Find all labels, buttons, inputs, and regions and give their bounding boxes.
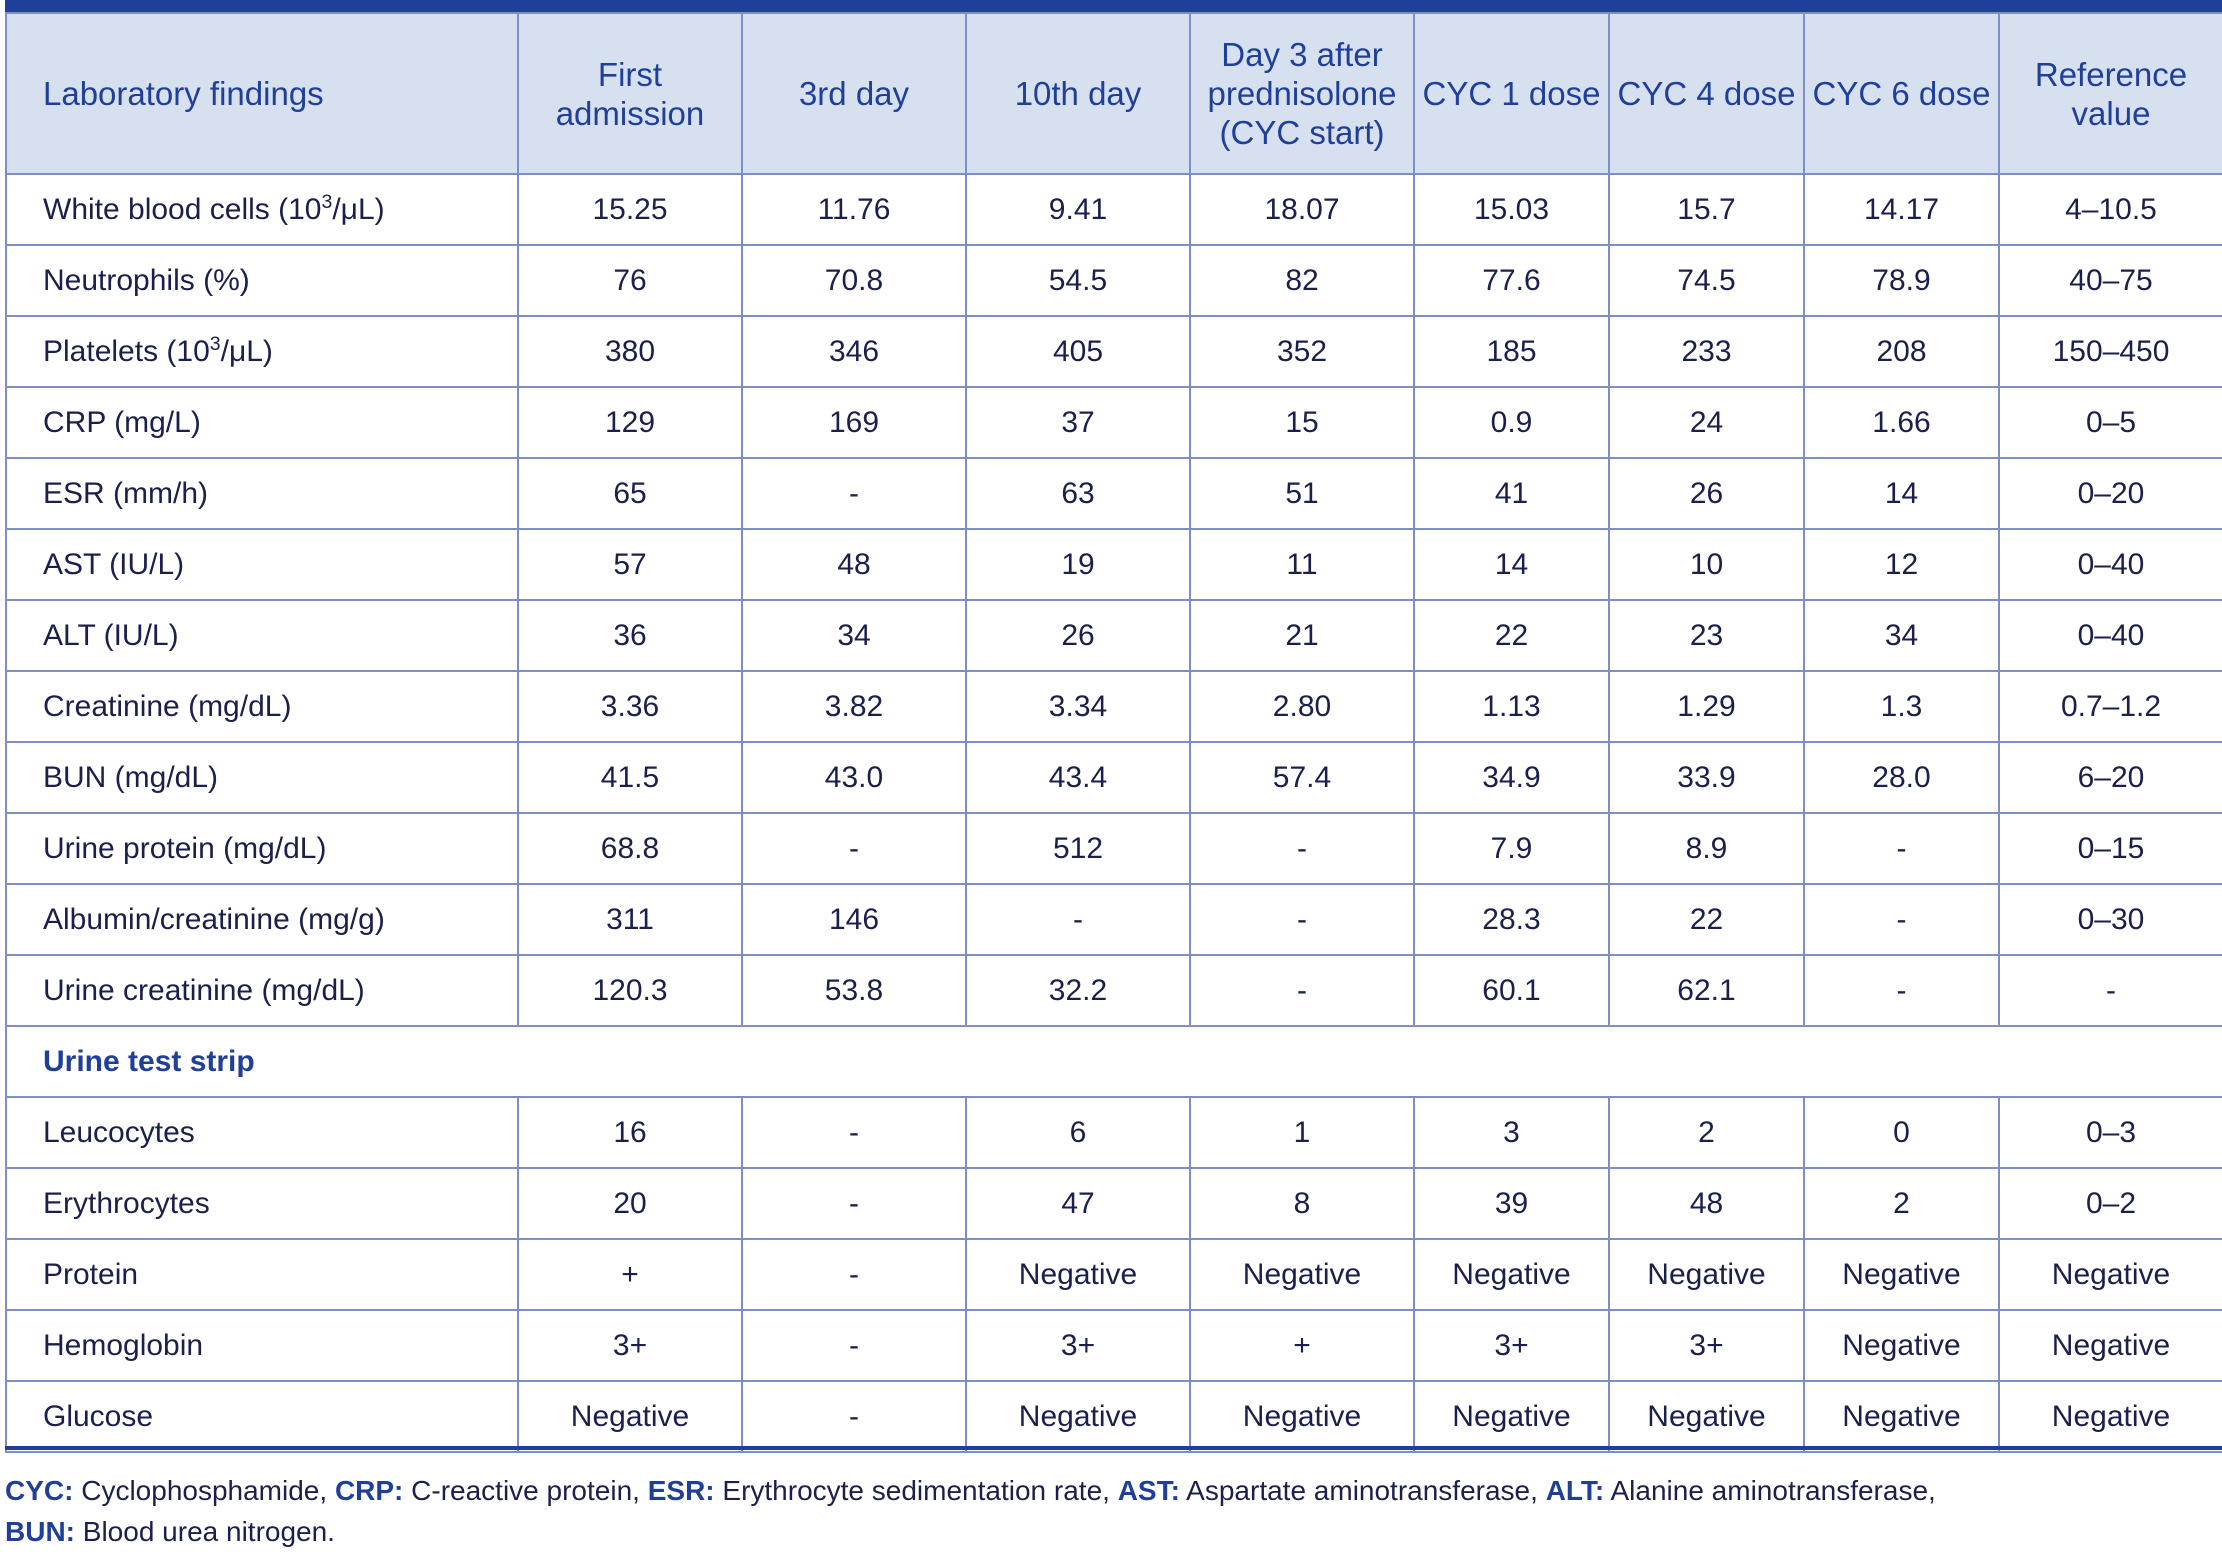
table-cell: Negative	[1609, 1381, 1804, 1452]
table-cell: 51	[1190, 458, 1414, 529]
footnote-abbreviation: ESR:	[647, 1475, 715, 1506]
row-label-text: White blood cells (10	[43, 192, 322, 226]
row-label-text: Platelets (10	[43, 334, 210, 368]
table-cell: 76	[518, 245, 742, 316]
table-cell: 39	[1414, 1168, 1609, 1239]
header-first-admission: First admission	[518, 13, 742, 174]
table-cell: 346	[742, 316, 966, 387]
table-cell: 26	[1609, 458, 1804, 529]
table-cell: Negative	[1190, 1381, 1414, 1452]
row-label	[6, 1097, 518, 1168]
row-label	[6, 884, 518, 955]
row-label	[6, 1168, 518, 1239]
table-cell: 2.80	[1190, 671, 1414, 742]
table-cell: -	[966, 884, 1190, 955]
table-cell: -	[742, 458, 966, 529]
table-cell: 512	[966, 813, 1190, 884]
table-cell: 146	[742, 884, 966, 955]
row-label-unit: /μL)	[332, 192, 385, 226]
table-cell: 16	[518, 1097, 742, 1168]
table-cell: 33.9	[1609, 742, 1804, 813]
table-cell: 22	[1609, 884, 1804, 955]
table-cell: 0–40	[1999, 600, 2222, 671]
table-cell: 77.6	[1414, 245, 1609, 316]
table-cell: 150–450	[1999, 316, 2222, 387]
table-cell: 1.13	[1414, 671, 1609, 742]
header-3rd-day: 3rd day	[742, 13, 966, 174]
table-cell: 1.29	[1609, 671, 1804, 742]
table-cell: 185	[1414, 316, 1609, 387]
row-label-superscript: 3	[321, 190, 333, 213]
table-cell: 3+	[966, 1310, 1190, 1381]
table-cell: 62.1	[1609, 955, 1804, 1026]
row-label	[6, 742, 518, 813]
table-cell: 0–20	[1999, 458, 2222, 529]
table-cell: +	[518, 1239, 742, 1310]
table-cell: 20	[518, 1168, 742, 1239]
row-label-text: Urine protein (mg/dL)	[43, 831, 327, 865]
table-cell: 2	[1804, 1168, 1999, 1239]
table-cell: Negative	[1999, 1239, 2222, 1310]
row-label-text: Glucose	[43, 1399, 154, 1433]
table-cell: 22	[1414, 600, 1609, 671]
row-label-unit: /μL)	[220, 334, 273, 368]
table-cell: 28.0	[1804, 742, 1999, 813]
table-cell: 3	[1414, 1097, 1609, 1168]
footnote-abbreviation: CYC:	[5, 1475, 74, 1506]
table-cell: Negative	[1190, 1239, 1414, 1310]
table-cell: 3.36	[518, 671, 742, 742]
table-cell: 53.8	[742, 955, 966, 1026]
table-cell: -	[742, 1381, 966, 1452]
table-cell: 48	[1609, 1168, 1804, 1239]
row-label	[6, 458, 518, 529]
table-row	[6, 1239, 2222, 1310]
table-cell: Negative	[1804, 1310, 1999, 1381]
footnote-abbreviation: BUN:	[5, 1516, 75, 1547]
table-cell: -	[1999, 955, 2222, 1026]
table-cell: 8	[1190, 1168, 1414, 1239]
table-cell: 14	[1414, 529, 1609, 600]
table-row	[6, 884, 2222, 955]
table-cell: 36	[518, 600, 742, 671]
table-cell: 32.2	[966, 955, 1190, 1026]
table-cell: 4–10.5	[1999, 174, 2222, 245]
table-cell: -	[1190, 884, 1414, 955]
row-label	[6, 1239, 518, 1310]
row-label-text: Urine creatinine (mg/dL)	[43, 973, 365, 1007]
row-label	[6, 813, 518, 884]
table-cell: 28.3	[1414, 884, 1609, 955]
footnote-abbreviation: AST:	[1117, 1475, 1180, 1506]
table-cell: 65	[518, 458, 742, 529]
row-label-text: AST (IU/L)	[43, 547, 185, 581]
table-cell: Negative	[1414, 1239, 1609, 1310]
header-cyc-1-dose: CYC 1 dose	[1414, 13, 1609, 174]
table-row	[6, 529, 2222, 600]
table-cell: Negative	[518, 1381, 742, 1452]
table-cell: Negative	[966, 1239, 1190, 1310]
table-cell: 6–20	[1999, 742, 2222, 813]
table-cell: 1.3	[1804, 671, 1999, 742]
table-cell: 129	[518, 387, 742, 458]
table-cell: 6	[966, 1097, 1190, 1168]
header-10th-day: 10th day	[966, 13, 1190, 174]
table-cell: 11	[1190, 529, 1414, 600]
table-cell: -	[742, 813, 966, 884]
laboratory-findings-table	[5, 12, 2222, 1453]
row-label	[6, 174, 518, 245]
table-row	[6, 671, 2222, 742]
row-label-text: Creatinine (mg/dL)	[43, 689, 292, 723]
table-cell: 60.1	[1414, 955, 1609, 1026]
table-cell: 15	[1190, 387, 1414, 458]
row-label-text: Protein	[43, 1257, 139, 1291]
table-cell: 48	[742, 529, 966, 600]
table-row	[6, 742, 2222, 813]
row-label	[6, 316, 518, 387]
header-row	[6, 13, 2222, 174]
header-reference-value: Reference value	[1999, 13, 2222, 174]
header-day3-prednisolone: Day 3 after prednisolone (CYC start)	[1190, 13, 1414, 174]
table-cell: 21	[1190, 600, 1414, 671]
table-cell: 0–3	[1999, 1097, 2222, 1168]
table-cell: 34	[742, 600, 966, 671]
table-cell: 352	[1190, 316, 1414, 387]
row-label	[6, 387, 518, 458]
table-row	[6, 174, 2222, 245]
table-cell: 68.8	[518, 813, 742, 884]
table-cell: Negative	[1999, 1381, 2222, 1452]
table-cell: Negative	[1609, 1239, 1804, 1310]
footnote-definition: Cyclophosphamide,	[73, 1475, 335, 1506]
table-row	[6, 813, 2222, 884]
row-label-text: ESR (mm/h)	[43, 476, 208, 510]
row-label	[6, 245, 518, 316]
footnote-abbreviation: CRP:	[334, 1475, 404, 1506]
table-cell: 41.5	[518, 742, 742, 813]
table-cell: 3+	[1609, 1310, 1804, 1381]
table-cell: 14	[1804, 458, 1999, 529]
table-cell: 43.0	[742, 742, 966, 813]
table-cell: 41	[1414, 458, 1609, 529]
table-cell: 3+	[1414, 1310, 1609, 1381]
row-label-text: Neutrophils (%)	[43, 263, 250, 297]
table-cell: -	[1190, 813, 1414, 884]
header-cyc-6-dose: CYC 6 dose	[1804, 13, 1999, 174]
row-label	[6, 1310, 518, 1381]
table-cell: 18.07	[1190, 174, 1414, 245]
table-cell: -	[1804, 955, 1999, 1026]
table-cell: 11.76	[742, 174, 966, 245]
table-row	[6, 1097, 2222, 1168]
table-cell: -	[1190, 955, 1414, 1026]
table-cell: 0–40	[1999, 529, 2222, 600]
table-cell: 54.5	[966, 245, 1190, 316]
table-row	[6, 600, 2222, 671]
table-cell: 37	[966, 387, 1190, 458]
table-cell: 380	[518, 316, 742, 387]
table-cell: 47	[966, 1168, 1190, 1239]
table-cell: 74.5	[1609, 245, 1804, 316]
table-row	[6, 955, 2222, 1026]
row-label	[6, 955, 518, 1026]
table-cell: 3+	[518, 1310, 742, 1381]
section-title: Urine test strip	[6, 1026, 2222, 1097]
table-cell: 0–30	[1999, 884, 2222, 955]
row-label	[6, 671, 518, 742]
table-cell: -	[742, 1168, 966, 1239]
table-row	[6, 245, 2222, 316]
row-label-text: Erythrocytes	[43, 1186, 210, 1220]
table-cell: 3.34	[966, 671, 1190, 742]
footnote-definition: Alanine aminotransferase,	[1604, 1475, 1936, 1506]
row-label	[6, 600, 518, 671]
table-cell: 8.9	[1609, 813, 1804, 884]
table-cell: Negative	[966, 1381, 1190, 1452]
table-cell: 0–15	[1999, 813, 2222, 884]
table-cell: 3.82	[742, 671, 966, 742]
footnote-definition: Blood urea nitrogen.	[75, 1516, 335, 1547]
table-bottom-rule	[5, 1446, 2222, 1450]
table-cell: -	[742, 1239, 966, 1310]
table-cell: 405	[966, 316, 1190, 387]
row-label-text: Leucocytes	[43, 1115, 195, 1149]
table-cell: 120.3	[518, 955, 742, 1026]
table-cell: 78.9	[1804, 245, 1999, 316]
row-label-text: Albumin/creatinine (mg/g)	[43, 902, 385, 936]
table-cell: 15.03	[1414, 174, 1609, 245]
table-cell: 169	[742, 387, 966, 458]
table-row	[6, 1381, 2222, 1452]
table-cell: Negative	[1804, 1239, 1999, 1310]
table-cell: 19	[966, 529, 1190, 600]
table-cell: 23	[1609, 600, 1804, 671]
table-cell: 208	[1804, 316, 1999, 387]
table-cell: -	[1804, 813, 1999, 884]
row-label-text: CRP (mg/L)	[43, 405, 201, 439]
table-cell: 0–2	[1999, 1168, 2222, 1239]
row-label	[6, 1381, 518, 1452]
table-cell: 57	[518, 529, 742, 600]
table-cell: 15.25	[518, 174, 742, 245]
table-cell: 82	[1190, 245, 1414, 316]
table-cell: 0	[1804, 1097, 1999, 1168]
table-cell: +	[1190, 1310, 1414, 1381]
row-label-text: ALT (IU/L)	[43, 618, 179, 652]
table-row	[6, 316, 2222, 387]
table-cell: 26	[966, 600, 1190, 671]
table-cell: 0.7–1.2	[1999, 671, 2222, 742]
footnote-definition: Erythrocyte sedimentation rate,	[714, 1475, 1118, 1506]
table-cell: -	[742, 1097, 966, 1168]
section-row	[6, 1026, 2222, 1097]
table-cell: 0–5	[1999, 387, 2222, 458]
table-cell: 0.9	[1414, 387, 1609, 458]
table-cell: 7.9	[1414, 813, 1609, 884]
abbreviations-footnote	[5, 1470, 2205, 1552]
table-cell: Negative	[1999, 1310, 2222, 1381]
table-cell: 70.8	[742, 245, 966, 316]
table-cell: -	[1804, 884, 1999, 955]
footnote-definition: C-reactive protein,	[403, 1475, 648, 1506]
table-top-rule	[5, 0, 2222, 12]
table-cell: 12	[1804, 529, 1999, 600]
table-cell: 311	[518, 884, 742, 955]
table-cell: 24	[1609, 387, 1804, 458]
header-cyc-4-dose: CYC 4 dose	[1609, 13, 1804, 174]
table-cell: 2	[1609, 1097, 1804, 1168]
footnote-abbreviation: ALT:	[1545, 1475, 1605, 1506]
table-cell: -	[742, 1310, 966, 1381]
table-cell: 57.4	[1190, 742, 1414, 813]
table-cell: 63	[966, 458, 1190, 529]
row-label-text: Hemoglobin	[43, 1328, 204, 1362]
header-laboratory-findings: Laboratory findings	[6, 13, 518, 174]
table-row	[6, 458, 2222, 529]
footnote-definition: Aspartate aminotransferase,	[1179, 1475, 1546, 1506]
table-cell: 1	[1190, 1097, 1414, 1168]
table-cell: 1.66	[1804, 387, 1999, 458]
row-label-text: BUN (mg/dL)	[43, 760, 219, 794]
table-cell: 43.4	[966, 742, 1190, 813]
table-cell: 10	[1609, 529, 1804, 600]
table-row	[6, 1168, 2222, 1239]
row-label	[6, 529, 518, 600]
table-cell: 14.17	[1804, 174, 1999, 245]
table-cell: 40–75	[1999, 245, 2222, 316]
table-cell: Negative	[1804, 1381, 1999, 1452]
table-cell: 9.41	[966, 174, 1190, 245]
table-cell: 233	[1609, 316, 1804, 387]
table-cell: 34.9	[1414, 742, 1609, 813]
table-cell: 34	[1804, 600, 1999, 671]
row-label-superscript: 3	[209, 332, 221, 355]
table-cell: Negative	[1414, 1381, 1609, 1452]
table-cell: 15.7	[1609, 174, 1804, 245]
table-row	[6, 387, 2222, 458]
table-row	[6, 1310, 2222, 1381]
